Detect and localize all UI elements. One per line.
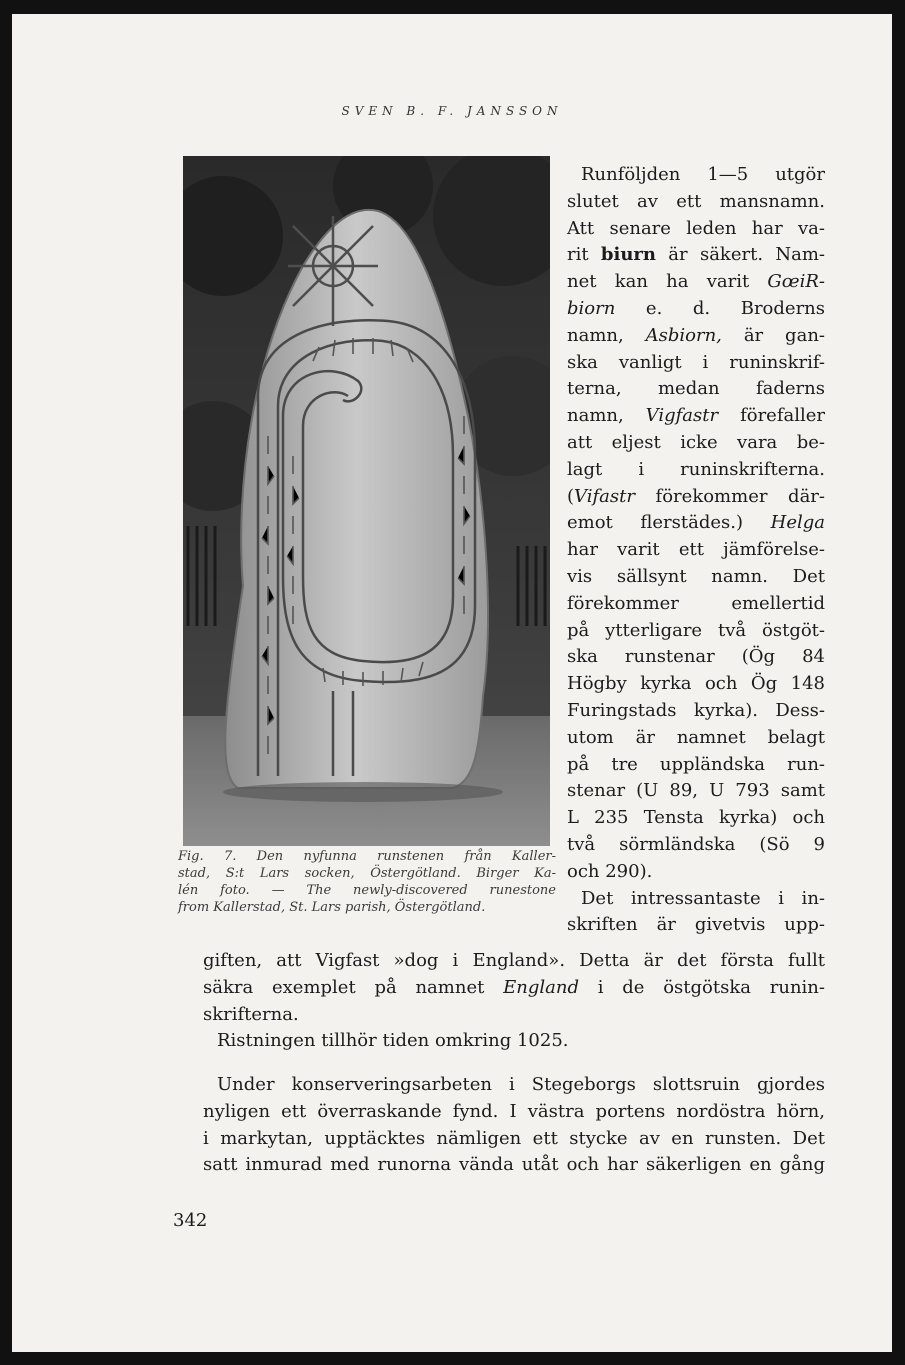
text-line: (Vifastr förekommer där- <box>567 485 825 507</box>
rune-word: biurn <box>600 244 656 266</box>
text-line: Högby kyrka och Ög 148 <box>567 673 825 695</box>
text-line: på tre uppländska run- <box>567 753 825 775</box>
right-column-text <box>567 162 825 939</box>
book-page <box>12 14 892 1352</box>
text-line: Furingstads kyrka). Dess- <box>567 699 825 721</box>
text-line: förekommer emellertid <box>567 592 825 614</box>
text-line: att eljest icke vara be- <box>567 431 825 453</box>
text-line: på ytterligare två östgöt- <box>567 619 825 641</box>
text-line: Ristningen tillhör tiden omkring 1025. <box>217 1030 569 1052</box>
text-line: har varit ett jämförelse- <box>567 539 825 561</box>
text-line: i markytan, upptäcktes nämligen ett stycke av en runsten. Det <box>203 1127 825 1149</box>
text-line: emot flerstädes.) Helga <box>567 512 825 534</box>
text-line: Det intressantaste i in- <box>581 887 825 909</box>
text-line: lagt i runinskrifterna. <box>567 458 825 480</box>
text-line: skriften är givetvis upp- <box>567 914 825 936</box>
text-line: satt inmurad med runorna vända utåt och har säkerligen en gång <box>203 1154 825 1176</box>
text-line: vis sällsynt namn. Det <box>567 565 825 587</box>
running-head: SVEN B. F. JANSSON <box>341 104 563 118</box>
runestone-photo <box>183 156 550 846</box>
text-line: Under konserveringsarbeten i Stegeborgs slottsruin gjordes <box>217 1074 825 1095</box>
text-line: Att senare leden har va- <box>567 217 825 239</box>
text-line: stenar (U 89, U 793 samt <box>567 780 825 802</box>
figure-caption <box>178 848 556 916</box>
full-width-paragraph <box>203 1072 825 1179</box>
text-line: namn, Asbiorn, är gan- <box>567 324 825 346</box>
text-line: terna, medan faderns <box>567 378 825 400</box>
full-width-paragraph <box>203 948 825 1055</box>
page-number: 342 <box>173 1210 208 1231</box>
text-line: biorn e. d. Broderns <box>567 297 825 319</box>
caption-line: stad, S:t Lars socken, Östergötland. Birger Ka- <box>178 866 556 881</box>
text-line: ska runstenar (Ög 84 <box>567 646 825 668</box>
caption-line: Fig. 7. Den nyfunna runstenen från Kaller- <box>178 849 556 864</box>
text-line: utom är namnet belagt <box>567 726 825 748</box>
text-line: L 235 Tensta kyrka) och <box>567 807 825 829</box>
text-line: två sörmländska (Sö 9 <box>567 833 825 855</box>
text-line: ska vanligt i runinskrif- <box>567 351 825 373</box>
text-line: nyligen ett överraskande fynd. I västra portens nordöstra hörn, <box>203 1100 825 1122</box>
text-line: Runföljden 1—5 utgör <box>581 164 825 185</box>
text-line: skrifterna. <box>203 1003 299 1025</box>
caption-line: lén foto. — The newly-discovered runestone <box>178 883 556 898</box>
text-line: giften, att Vigfast »dog i England». Detta är det första fullt <box>203 950 825 971</box>
text-line: namn, Vigfastr förefaller <box>567 405 825 427</box>
text-line: och 290). <box>567 860 653 882</box>
text-line: net kan ha varit GœiR- <box>567 271 825 293</box>
text-line: slutet av ett mansnamn. <box>567 190 825 212</box>
text-line: rit biurn är säkert. Nam- <box>567 244 825 266</box>
text-line: säkra exemplet på namnet England i de östgötska runin- <box>203 976 825 998</box>
caption-line: from Kallerstad, St. Lars parish, Östergötland. <box>178 900 486 915</box>
